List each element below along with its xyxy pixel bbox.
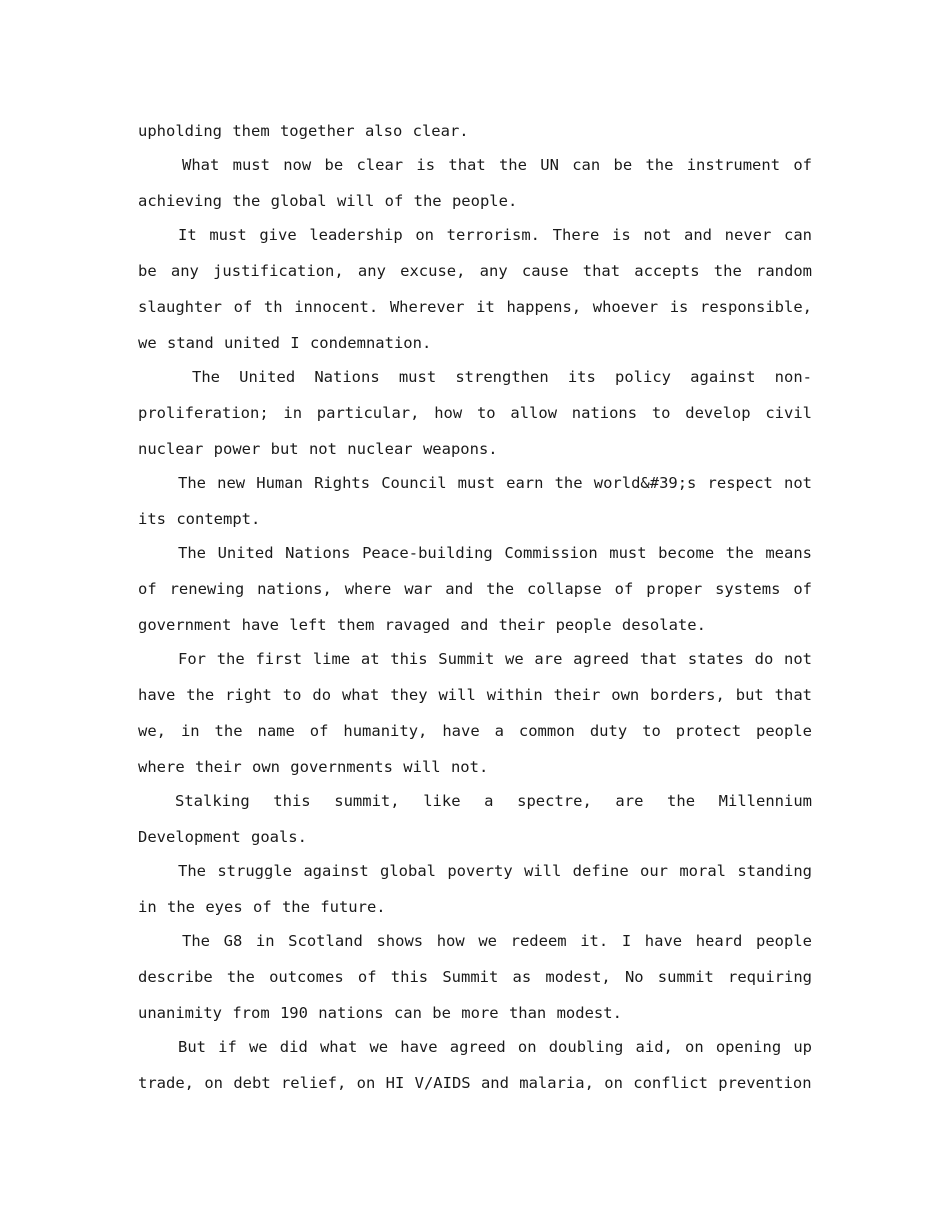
paragraph-1: upholding them together also clear. xyxy=(138,122,469,140)
paragraph-3: It must give leadership on terrorism. There is not and never can be any justification, any excuse, any cause that accepts the random slaughter of th innocent. Wherever it happens, whoever is responsible, we stand united I condemnation. xyxy=(138,226,812,352)
paragraph-5: The new Human Rights Council must earn the world&#39;s respect not its contempt. xyxy=(138,474,812,528)
paragraph-9: The struggle against global poverty will define our moral standing in the eyes of the future. xyxy=(138,862,812,916)
paragraph-2: What must now be clear is that the UN can be the instrument of achieving the global will of the people. xyxy=(138,156,812,210)
paragraph-6: The United Nations Peace-building Commission must become the means of renewing nations, where war and the collapse of proper systems of government have left them ravaged and their people desolate. xyxy=(138,544,812,634)
paragraph-8: Stalking this summit, like a spectre, are the Millennium Development goals. xyxy=(138,792,812,846)
paragraph-10: The G8 in Scotland shows how we redeem it. I have heard people describe the outcomes of this Summit as modest, No summit requiring unanimity from 190 nations can be more than modest. xyxy=(138,932,812,1022)
paragraph-11: But if we did what we have agreed on doubling aid, on opening up trade, on debt relief, on HI V/AIDS and malaria, on conflict prevention xyxy=(138,1038,812,1092)
document-page xyxy=(138,113,812,1099)
paragraph-4: The United Nations must strengthen its policy against non-proliferation; in particular, how to allow nations to develop civil nuclear power but not nuclear weapons. xyxy=(138,368,812,458)
paragraph-7: For the first lime at this Summit we are agreed that states do not have the right to do what they will within their own borders, but that we, in the name of humanity, have a common duty to protect people where their own governments will not. xyxy=(138,650,812,776)
